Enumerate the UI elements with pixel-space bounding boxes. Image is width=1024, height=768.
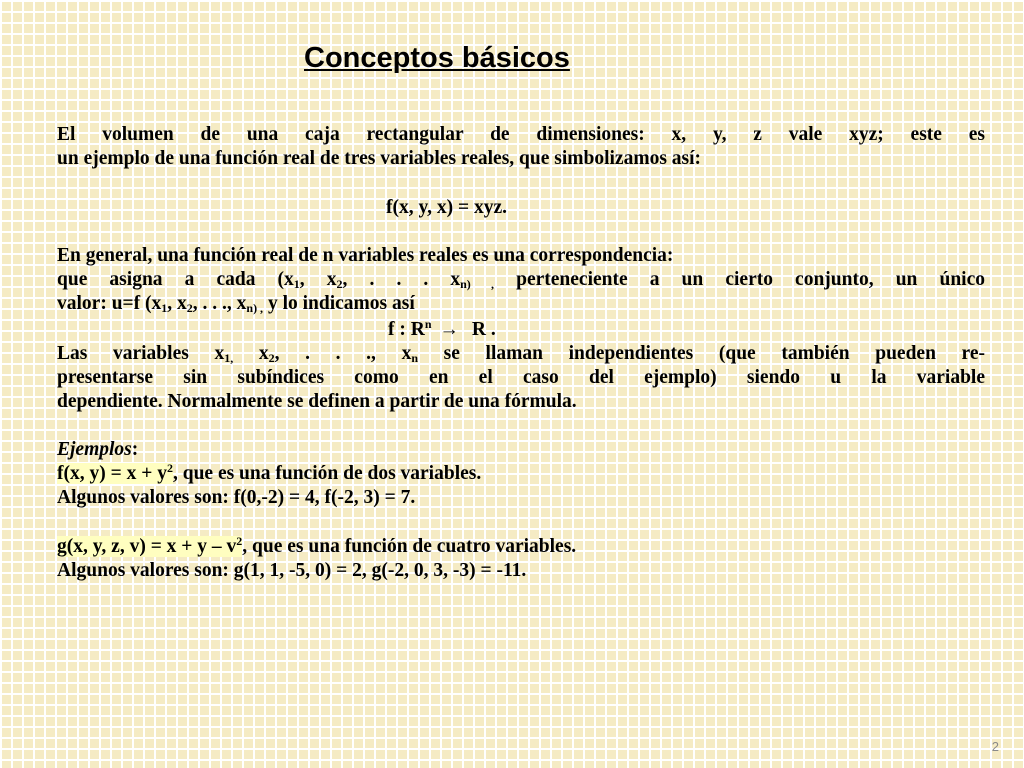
variables-line-1: Las variables $x_{1,}$ $x_2$, . . ., $x_n$ se llaman independientes (que también pueden re- [57, 343, 986, 365]
variables-line-2: presentarse sin subíndices como en el caso del ejemplo) siendo u la variable [57, 367, 985, 388]
intro-formula: f(x, y, x) = xyz. [386, 197, 508, 218]
general-line-2: que asigna a cada ($x_1$, $x_2$, . . . $x_{n) ,}$ perteneciente a un cierto conjunto, un único [57, 269, 985, 291]
example-1-definition: f(x, $y) = x + y^2$, que es una función de dos variables. [57, 461, 482, 484]
variables-paragraph [57, 342, 985, 414]
example-1-formula: f(x, $y) = x + y^2$ [57, 461, 173, 484]
slide-title: Conceptos básicos [304, 42, 570, 74]
variables-line-3: dependiente. Normalmente se definen a partir de una fórmula. [57, 391, 577, 412]
example-1-values: Algunos valores son: f(0,-2) = 4, f(-2, 3) = 7. [57, 487, 416, 508]
example-2-definition: g(x, y, z, $v) = x + y - v^2$, que es una función de cuatro variables. [57, 534, 577, 557]
intro-paragraph [57, 123, 985, 171]
example-2-values: Algunos valores son: g(1, 1, -5, 0) = 2, g(-2, 0, 3, -3) = -11. [57, 560, 527, 581]
mapping-formula: f : $R^n \to R$ . [388, 317, 496, 340]
examples-heading: Ejemplos: [57, 439, 139, 460]
page-number: 2 [991, 739, 999, 754]
intro-line-1: El volumen de una caja rectangular de dimensiones: x, y, z vale xyz; este es [57, 124, 985, 145]
example-2-formula: g(x, y, z, $v) = x + y - v^2$ [57, 534, 243, 557]
examples-section [57, 438, 985, 510]
general-line-3: valor: u=f ($x_1$, $x_2$, . . ., $x_{n) ,}$ y lo indicamos así [57, 293, 415, 315]
right-arrow-icon: → [439, 319, 460, 340]
example-2 [57, 535, 985, 583]
general-paragraph [57, 244, 985, 316]
intro-line-2: un ejemplo de una función real de tres variables reales, que simbolizamos así: [57, 148, 702, 169]
general-line-1: En general, una función real de n variables reales es una correspondencia: [57, 245, 674, 266]
